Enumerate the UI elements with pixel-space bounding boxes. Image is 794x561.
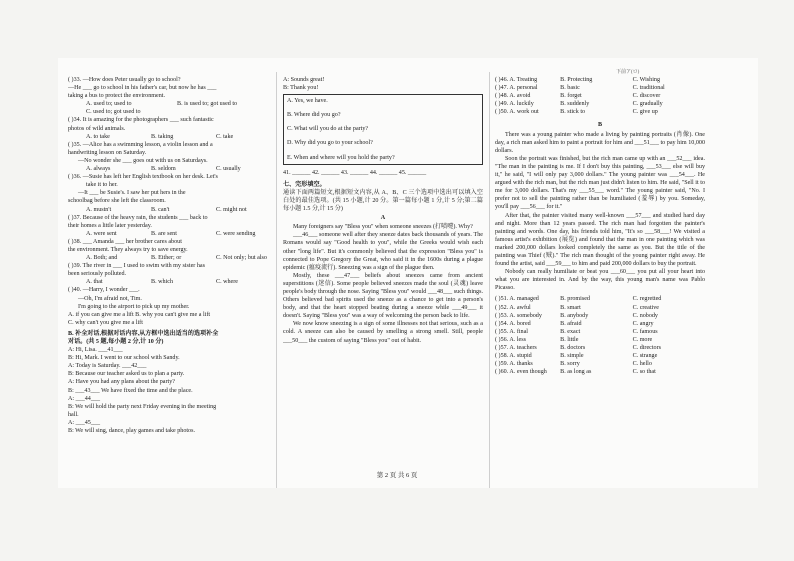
section-instructions: 通读下面两篇短文,根据短文内容,从 A、B、C 三个选项中选出可以填入空白处的最佳选项。(共 15 小题,计 20 分。第一篇每小题 1 分,计 5 分;第二篇每小题 1.5 分,计 15 分) [283,189,483,213]
question-line: —He ___ go to school in his father's car, but now he has ___ [68,85,217,92]
option-a: ( )51. A. managed [495,296,539,303]
question-line: B: Hi, Mark. I went to our school with Sandy. [68,355,180,362]
answer-option-row [495,295,705,303]
option-row [68,206,268,214]
section-heading: 对话。(共 5 题,每小题 2 分,计 10 分) [68,339,164,345]
option-a: ( )49. A. luckily [495,101,534,108]
column-2 [283,76,483,486]
option-a: ( )48. A. avoid [495,93,531,100]
answer-option-row [495,76,705,84]
question-line: A: ___44___ [68,395,100,402]
question-line: ( )40. —Harry, I wonder ___. [68,287,140,294]
answer-option-row [495,92,705,100]
option-c: C. traditional [632,85,665,92]
option-c: C. creative [632,304,659,311]
answer-blanks: 41. ______ 42. ______ 43. ______ 44. ______ 45. ______ [283,169,427,176]
question-line: —No wonder she ___ goes out with us on Saturdays. [78,157,208,164]
question-line: A: ___45___ [68,419,100,426]
option-a: ( )58. A. stupid [495,353,532,360]
question-line: B: Because our teacher asked us to plan a party. [68,371,185,378]
question-line: A: Hi, Lisa. ___41___ [68,347,123,354]
options-46-50 [495,76,705,116]
option-b: B. taking [151,133,174,140]
option-c: C. where [216,279,238,286]
question-line: C. used to; got used to [86,109,141,116]
passage-paragraph: Nobody can really humiliate or beat you ___60___ you put all your heart into what you are interested in. And by the way, this young man's name was Pablo Picasso. [495,269,705,292]
box-option: C. What will you do at the party? [287,126,369,133]
answer-option-row [495,328,705,336]
option-b: B. stick to [560,109,586,116]
question-line: A: Have you had any plans about the party? [68,379,175,386]
box-option: E. When and where will you hold the party? [287,154,395,161]
question-line: A: Today is Saturday. ___42___ [68,363,147,370]
option-b: B. basic [560,85,580,92]
question-line: —Oh, I'm afraid not, Tim. [78,295,142,302]
option-b: B. sorry [560,361,580,368]
option-c: C. were sending [216,230,256,237]
option-row [68,133,268,141]
option-a: A. that [86,279,103,286]
option-c: C. usually [216,166,241,173]
option-b: B. as long as [560,369,592,376]
option-a: A. mustn't [86,206,112,213]
options-box [283,94,483,164]
dialogue-line: B: Thank you! [283,85,319,92]
question-line: photos of wild animals. [68,125,126,132]
passage-paragraph: Mostly, these ___47___ beliefs about sneezes came from ancient superstitions (迷信). Some people believed sneezes made the soul (灵魂) leave people's body through the nose. Saying "Bless you" would ___48___ such things. Others believed bad spirits used the sneeze as a chance to get into a person's body, and that the heart stopped beating during a sneeze while ___49___ it doesn't. Saying "Bless you" was a way of welcoming the person back to life. [283,272,483,320]
option-b: B. Either; or [151,255,182,262]
option-a: ( )60. A. even though [495,369,547,376]
option-row [68,230,268,238]
passage-paragraph: Many foreigners say "Bless you" when someone sneezes (打喷嚏). Why? [293,224,473,231]
answer-option-row [495,304,705,312]
option-c: C. directors [632,345,662,351]
answer-option-row [495,360,705,368]
option-row [68,165,268,173]
option-row [68,100,268,108]
answer-option-row [495,84,705,92]
question-line: ( )36. —Susie has left her English textbook on her desk. Let's [68,174,218,181]
question-line: hall. [68,411,79,418]
option-a: ( )57. A. teachers [495,345,537,351]
question-line: —It ___ be Susie's. I saw her put hers in the [78,190,186,197]
option-row [68,254,268,262]
question-line: their homes a little later yesterday. [68,222,152,229]
option-a: ( )55. A. final [495,328,529,335]
option-a: ( )54. A. bored [495,320,531,327]
passage-paragraph: There was a young painter who made a living by painting portraits (肖像). One day, a rich man asked him to paint a portrait for him and ___51___ to pay him 10,000 dollars. [495,131,705,154]
dialogue-line: A: Sounds great! [283,77,325,83]
answer-option-row [495,108,705,116]
option-c: C. strange [632,353,658,360]
box-option: A. Yes, we have. [287,98,328,105]
passage-paragraph: Soon the portrait was finished, but the rich man came up with an ___52___ idea. "The man in the painting is me. If I don't buy this painting, ___53___ else will buy it," he said, "I will only pay 3,000 dollars." The young painter was ___54___. He argued with the rich man, but the rich man just didn't listen to him. He said, "Sell it to me for 3,000 dollars. That's my ___55___ word." The young painter said, "No. I prefer not to sell the painting rather than be humiliated (羞辱) by you. Someday, you'll pay ___56___ for it." [495,155,705,211]
page-footer: 第 2 页 共 6 页 [376,472,418,479]
question-line: B: We will hold the party next Friday evening in the meeting [68,403,217,410]
option-c: C. gradually [632,101,663,108]
option-b: B. is used to; got used to [177,101,238,108]
option-b: B. doctors [560,345,586,351]
column-divider-1 [276,72,277,488]
option-a: A. used to; used to [86,101,132,108]
option-c: C. nobody [632,312,658,319]
option-a: ( )56. A. less [495,336,526,343]
option-a: ( )46. A. Treating [495,77,538,83]
passage-a-label: A [380,215,386,222]
answer-option-row [495,352,705,360]
passage-a [283,223,483,344]
question-line: B: ___43___ We have fixed the time and the place. [68,387,193,394]
option-a: ( )50. A. work out [495,109,539,116]
question-line: been seriously polluted. [68,271,127,278]
option-b: B. anybody [560,312,589,319]
answer-option-row [495,336,705,344]
option-a: ( )59. A. thanks [495,361,533,368]
column-1 [68,76,268,486]
question-line: A. if you can give me a lift B. why you can't give me a lift [68,311,211,318]
question-line: ( )38. ___ Amanda ___ her brother cares about [68,238,182,245]
answer-option-row [495,344,705,352]
option-c: C. discover [632,93,661,100]
section-title: 七、完形填空。 [283,181,326,188]
option-b: B. forget [560,93,582,100]
passage-b [495,131,705,293]
option-row [68,278,268,286]
question-line: ( )39. The river in ___ I used to swim with my sister has [68,263,205,270]
option-b: B. simple [560,353,584,360]
box-option: D. Why did you go to your school? [287,140,373,147]
question-line: ( )37. Because of the heavy rain, the students ___ back to [68,214,208,221]
option-c: C. angry [632,320,654,327]
answer-option-row [495,100,705,108]
option-c: C. might not [216,206,247,213]
options-51-60 [495,295,705,376]
question-line: ( )34. It is amazing for the photographers ___ such fantastic [68,117,214,124]
option-b: B. little [560,336,579,343]
question-line: handwriting lesson on Saturday. [68,149,147,156]
question-line: I'm going to the airport to pick up my mother. [78,303,190,310]
option-b: B. suddenly [560,101,590,108]
answer-option-row [495,368,705,376]
option-c: C. Not only; but also [216,255,267,262]
option-a: ( )53. A. somebody [495,312,542,319]
option-c: C. take [216,133,234,140]
answer-option-row [495,320,705,328]
column-3 [495,76,705,486]
option-b: B. exact [560,328,581,335]
option-b: B. seldom [151,166,176,173]
option-a: ( )52. A. awful [495,304,531,311]
option-c: C. hello [632,361,652,368]
option-b: B. can't [151,206,170,213]
section-heading: B. 补全对话,根据对话内容,从方框中选出适当的选项补全 [68,330,219,337]
option-a: ( )47. A. personal [495,85,538,92]
passage-b-label: B [597,122,603,129]
option-c: C. Wishing [632,77,660,83]
question-line: ( )35. —Alice has a swimming lesson, a violin lesson and a [68,141,213,148]
option-c: C. famous [632,328,658,335]
question-line: B: We will sing, dance, play games and take photos. [68,428,196,435]
option-c: C. give up [632,109,658,116]
option-a: A. to take [86,133,110,140]
option-c: C. regretted [632,296,662,303]
box-option: B. Where did you go? [287,112,341,119]
top-label: 下前ア(ロ) [616,70,640,75]
option-b: B. smart [560,304,581,311]
passage-paragraph: We now know sneezing is a sign of some illnesses not that serious, such as a cold. A sneeze can also be caused by smelling a strong smell. Still, people ___50___ the custom of saying "Bless you" out of habit. [283,321,483,344]
option-c: C. so that [632,369,656,376]
question-line: take it to her. [86,182,118,189]
passage-paragraph: After that, the painter visited many well-known ___57___ and studied hard day and night. More than 12 years passed. The rich man had forgotten the painter's painting and words. One day, his friends told him, "It's so ___58___! We visited a famous artist's exhibition (展览) and found that the man in one painting which was marked 200,000 dollars looked completely the same as you. But the title of the painting was Thief (贼)." The rich man thought of the young painter right away. He found the artist, said ___59___ to him and paid 200,000 dollars to buy the portrait. [495,212,705,268]
option-c: C. more [632,336,653,343]
question-line: schoolbag before she left the classroom. [68,198,166,205]
question-line: the environment. They always try to save energy. [68,246,188,253]
question-line: taking a bus to protect the environment. [68,93,165,100]
passage-paragraph: ___46___ someone well after they sneeze dates back thousands of years. The Romans would say "Good health to you", while the Greeks would wish each other "long life". But it's commonly believed that the expression "Bless you" is connected to Pope Gregory the Great, who said it in the 1600s during a plague epidemic (瘟疫流行). Sneezing was a sign of the plague then. [283,232,483,271]
column-divider-2 [489,72,490,488]
option-b: B. promised [560,296,590,303]
option-b: B. which [151,279,174,286]
answer-option-row [495,312,705,320]
question-line: ( )33. —How does Peter usually go to school? [68,77,181,83]
option-b: B. afraid [560,320,582,327]
option-b: B. Protecting [560,77,593,83]
option-a: A. always [86,166,111,173]
question-line: C. why can't you give me a lift [68,319,143,326]
option-a: A. Both; and [86,255,118,262]
option-b: B. are sent [151,230,177,237]
option-a: A. were sent [86,230,117,237]
